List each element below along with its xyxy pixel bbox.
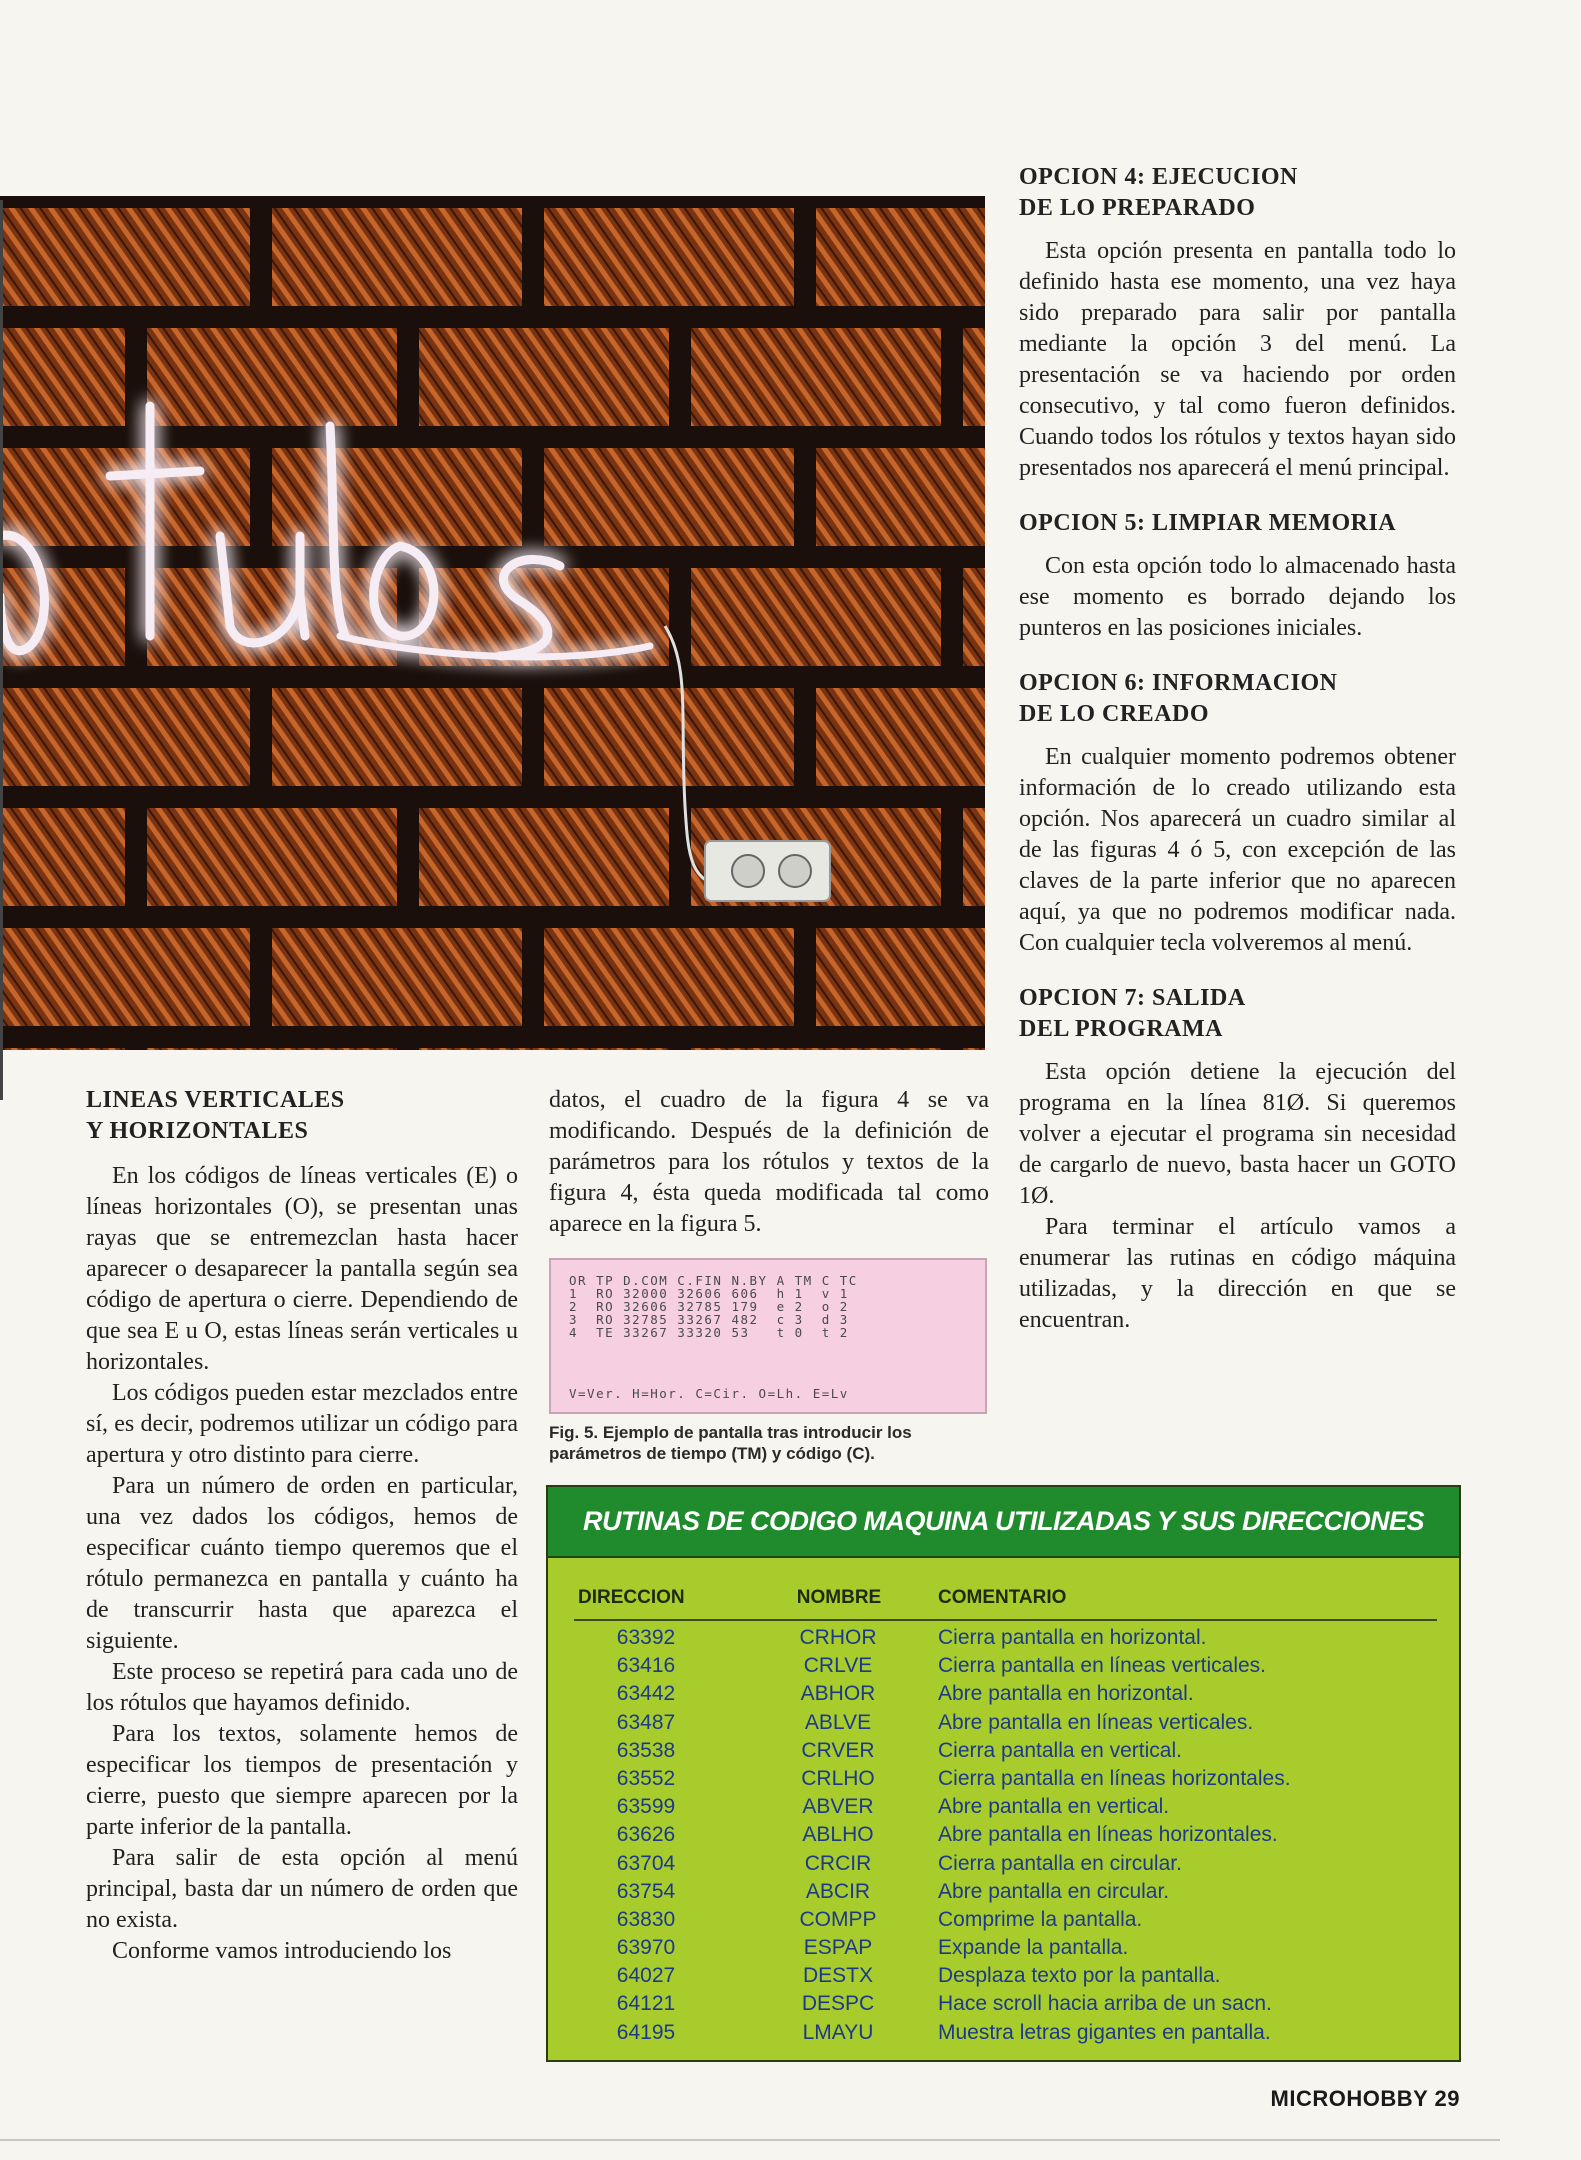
cell-comentario: Cierra pantalla en horizontal. bbox=[938, 1626, 1207, 1649]
screen-row: 3 RO 32785 33267 482 c 3 d 3 bbox=[569, 1312, 849, 1327]
brick bbox=[272, 208, 522, 306]
brick bbox=[963, 568, 985, 666]
table-row bbox=[548, 1961, 1459, 1989]
cell-direccion: 63626 bbox=[616, 1823, 676, 1847]
cell-comentario: Abre pantalla en circular. bbox=[938, 1879, 1170, 1903]
page-number: 29 bbox=[1434, 2086, 1460, 2111]
brick bbox=[272, 928, 522, 1026]
cell-comentario: Muestra letras gigantes en pantalla. bbox=[938, 2020, 1271, 2044]
middle-column bbox=[549, 1085, 989, 1240]
table-row bbox=[548, 1764, 1459, 1792]
brick bbox=[544, 928, 794, 1026]
cell-comentario: Cierra pantalla en líneas verticales. bbox=[938, 1654, 1267, 1678]
cell-comentario: Abre pantalla en horizontal. bbox=[938, 1682, 1194, 1706]
section-heading bbox=[86, 1085, 518, 1147]
paragraph: Esta opción detiene la ejecución del programa en la línea 81Ø. Si queremos volver a ejecutar el programa sin necesidad de cargarlo de nuevo, basta hacer un GOTO 1Ø. bbox=[1019, 1059, 1456, 1209]
brick bbox=[0, 448, 250, 546]
paragraph: Para salir de esta opción al menú principal, basta dar un número de orden que no exista. bbox=[86, 1845, 518, 1933]
screen-row: 4 TE 33267 33320 53 t 0 t 2 bbox=[569, 1325, 849, 1340]
magazine-name: MICROHOBBY bbox=[1270, 2086, 1428, 2111]
table-divider bbox=[574, 1619, 1437, 1621]
paragraph: Con esta opción todo lo almacenado hasta ese momento es borrado dejando los punteros en las posiciones iniciales. bbox=[1019, 553, 1456, 641]
brick bbox=[963, 808, 985, 906]
brick bbox=[963, 1048, 985, 1050]
cell-direccion: 63552 bbox=[616, 1766, 676, 1790]
paragraph: datos, el cuadro de la figura 4 se va modificando. Después de la definición de parámetros para los rótulos y textos de la figura 4, ésta queda modificada tal como aparece en la figura 5. bbox=[549, 1087, 989, 1237]
cell-nombre: CRVER bbox=[801, 1738, 875, 1762]
figure5-screen bbox=[549, 1258, 987, 1414]
brick bbox=[0, 328, 125, 426]
article-section bbox=[1019, 668, 1456, 959]
cell-direccion: 63416 bbox=[616, 1654, 676, 1678]
page-footer bbox=[1240, 2086, 1460, 2112]
paragraph: En cualquier momento podremos obtener información de lo creado utilizando esta opción. Nos aparecerá un cuadro similar al de las figuras 4 ó 5, con excepción de las claves de la parte inferior que no aparecen aquí, ya que no podremos modificar nada. Con cualquier tecla volveremos al menú. bbox=[1019, 744, 1456, 956]
brick bbox=[544, 208, 794, 306]
figure-caption: Fig. 5. Ejemplo de pantalla tras introducir los parámetros de tiempo (TM) y código (C). bbox=[549, 1423, 912, 1463]
cell-direccion: 63538 bbox=[616, 1738, 676, 1762]
cell-direccion: 63599 bbox=[616, 1795, 676, 1819]
routines-table bbox=[546, 1485, 1461, 2062]
brick bbox=[419, 808, 669, 906]
cell-direccion: 64195 bbox=[616, 2020, 676, 2044]
heading-line: OPCION 5: LIMPIAR MEMORIA bbox=[1019, 510, 1397, 536]
cell-comentario: Cierra pantalla en líneas horizontales. bbox=[938, 1766, 1291, 1790]
brick bbox=[147, 808, 397, 906]
cell-direccion: 63970 bbox=[616, 1936, 676, 1960]
brick bbox=[272, 688, 522, 786]
brick bbox=[0, 1048, 125, 1050]
cell-direccion: 63392 bbox=[616, 1626, 676, 1649]
table-row bbox=[548, 1708, 1459, 1736]
cell-nombre: ABLHO bbox=[802, 1823, 874, 1847]
brick bbox=[147, 568, 397, 666]
cell-comentario: Cierra pantalla en vertical. bbox=[938, 1738, 1182, 1762]
cell-comentario: Abre pantalla en líneas horizontales. bbox=[938, 1823, 1278, 1847]
cell-nombre: ABLVE bbox=[804, 1710, 872, 1734]
brick bbox=[963, 328, 985, 426]
table-row bbox=[548, 1849, 1459, 1877]
cell-nombre: CRCIR bbox=[804, 1851, 872, 1875]
cell-nombre: COMPP bbox=[799, 1907, 877, 1931]
brick bbox=[0, 688, 250, 786]
article-section bbox=[1019, 162, 1456, 484]
cell-nombre: ESPAP bbox=[803, 1936, 873, 1960]
heading-line: Y HORIZONTALES bbox=[86, 1118, 309, 1144]
cell-direccion: 64121 bbox=[616, 1992, 676, 2016]
brick bbox=[544, 688, 794, 786]
article-section bbox=[1019, 983, 1456, 1336]
cell-nombre: CRLVE bbox=[803, 1654, 873, 1678]
cell-nombre: DESPC bbox=[801, 1992, 875, 2016]
table-row bbox=[548, 1933, 1459, 1961]
heading-line: OPCION 4: EJECUCION bbox=[1019, 164, 1298, 190]
cell-comentario: Expande la pantalla. bbox=[938, 1936, 1129, 1960]
paragraph: Para terminar el artículo vamos a enumerar las rutinas en código máquina utilizadas, y la dirección en que se encuentran. bbox=[1019, 1214, 1456, 1333]
heading-line: DE LO CREADO bbox=[1019, 701, 1210, 727]
heading-line: OPCION 6: INFORMACION bbox=[1019, 670, 1338, 696]
paragraph: En los códigos de líneas verticales (E) o líneas horizontales (O), se presentan unas rayas que se entremezclan hasta hacer aparecer o desaparecer la pantalla según sea código de apertura o cierre. Dependiendo de que sea E u O, estas líneas serán verticales u horizontales. bbox=[86, 1163, 518, 1375]
brick bbox=[419, 328, 669, 426]
section-heading bbox=[1019, 508, 1456, 539]
table-row bbox=[548, 1820, 1459, 1848]
brick bbox=[691, 568, 941, 666]
header-comentario: COMENTARIO bbox=[938, 1587, 1067, 1608]
cell-comentario: Desplaza texto por la pantalla. bbox=[938, 1964, 1221, 1988]
brick bbox=[147, 328, 397, 426]
cell-nombre: CRLHO bbox=[801, 1766, 875, 1790]
screen-legend: V=Ver. H=Hor. C=Cir. O=Lh. E=Lv bbox=[569, 1386, 849, 1401]
brick bbox=[816, 448, 985, 546]
paragraph: Para un número de orden en particular, una vez dados los códigos, hemos de especificar cuánto tiempo queremos que el rótulo permanezca en pantalla y cuánto ha de transcurrir hasta que aparezca el siguiente. bbox=[86, 1473, 518, 1654]
cell-nombre: ABCIR bbox=[805, 1879, 871, 1903]
page-bottom-line bbox=[0, 2139, 1500, 2141]
cell-comentario: Abre pantalla en líneas verticales. bbox=[938, 1710, 1254, 1734]
heading-line: OPCION 7: SALIDA bbox=[1019, 985, 1246, 1011]
section-heading bbox=[1019, 983, 1456, 1045]
brick bbox=[544, 448, 794, 546]
heading-line: DEL PROGRAMA bbox=[1019, 1016, 1223, 1042]
brick bbox=[691, 1048, 941, 1050]
table-body bbox=[548, 1623, 1459, 2046]
article-section bbox=[1019, 508, 1456, 644]
brick bbox=[816, 688, 985, 786]
paragraph: Esta opción presenta en pantalla todo lo definido hasta ese momento, una vez haya sido preparado para salir por pantalla mediante la opción 3 del menú. La presentación se va haciendo por orden consecutivo, y tal como fueron definidos. Cuando todos los rótulos y textos hayan sido presentados nos aparecerá el menú principal. bbox=[1019, 238, 1456, 481]
cell-direccion: 63830 bbox=[616, 1907, 676, 1931]
neon-sign-photo bbox=[0, 196, 985, 1050]
paragraph: Los códigos pueden estar mezclados entre sí, es decir, podremos utilizar un código para apertura y otro distinto para cierre. bbox=[86, 1380, 518, 1468]
header-direccion: DIRECCION bbox=[578, 1587, 685, 1608]
cell-nombre: LMAYU bbox=[802, 2020, 874, 2044]
table-row bbox=[548, 1736, 1459, 1764]
cell-comentario: Comprime la pantalla. bbox=[938, 1907, 1143, 1931]
brick bbox=[691, 328, 941, 426]
cell-direccion: 63442 bbox=[616, 1682, 676, 1706]
paragraph: Para los textos, solamente hemos de especificar los tiempos de presentación y cierre, puesto que siempre aparecen por la parte inferior de la pantalla. bbox=[86, 1721, 518, 1840]
cell-comentario: Abre pantalla en vertical. bbox=[938, 1795, 1170, 1819]
table-row bbox=[548, 1877, 1459, 1905]
brick bbox=[147, 1048, 397, 1050]
screen-row: 2 RO 32606 32785 179 e 2 o 2 bbox=[569, 1299, 849, 1314]
table-header bbox=[548, 1579, 1459, 1619]
cell-nombre: DESTX bbox=[802, 1964, 873, 1988]
cell-direccion: 63487 bbox=[616, 1710, 676, 1734]
brick bbox=[816, 208, 985, 306]
table-row bbox=[548, 1905, 1459, 1933]
table-row bbox=[548, 1651, 1459, 1679]
section-heading bbox=[1019, 162, 1456, 224]
brick bbox=[0, 208, 250, 306]
screen-row: 1 RO 32000 32606 606 h 1 v 1 bbox=[569, 1286, 849, 1301]
right-column bbox=[1019, 162, 1456, 1360]
paragraph: Este proceso se repetirá para cada uno de los rótulos que hayamos definido. bbox=[86, 1659, 518, 1716]
brick bbox=[0, 928, 250, 1026]
table-row bbox=[548, 1792, 1459, 1820]
cell-nombre: CRHOR bbox=[799, 1626, 877, 1649]
heading-line: DE LO PREPARADO bbox=[1019, 195, 1256, 221]
cell-comentario: Cierra pantalla en circular. bbox=[938, 1851, 1182, 1875]
paragraph: Conforme vamos introduciendo los bbox=[112, 1938, 452, 1964]
cell-comentario: Hace scroll hacia arriba de un sacn. bbox=[938, 1992, 1272, 2016]
cell-direccion: 63754 bbox=[616, 1879, 676, 1903]
wall-outlet bbox=[705, 841, 830, 901]
cell-direccion: 64027 bbox=[616, 1964, 676, 1988]
brick bbox=[272, 448, 522, 546]
heading-line: LINEAS VERTICALES bbox=[86, 1087, 345, 1113]
table-row bbox=[548, 2018, 1459, 2046]
cell-nombre: ABVER bbox=[802, 1795, 874, 1819]
cell-direccion: 63704 bbox=[616, 1851, 676, 1875]
table-row bbox=[548, 1679, 1459, 1707]
brick bbox=[419, 1048, 669, 1050]
table-title: RUTINAS DE CODIGO MAQUINA UTILIZADAS Y SUS DIRECCIONES bbox=[548, 1487, 1459, 1558]
section-heading bbox=[1019, 668, 1456, 730]
brick bbox=[816, 928, 985, 1026]
left-column bbox=[86, 1085, 518, 1967]
brick bbox=[0, 808, 125, 906]
table-row bbox=[548, 1623, 1459, 1651]
table-row bbox=[548, 1989, 1459, 2017]
cell-nombre: ABHOR bbox=[800, 1682, 876, 1706]
screen-row: OR TP D.COM C.FIN N.BY A TM C TC bbox=[569, 1273, 858, 1288]
page-edge-bar bbox=[0, 200, 3, 1100]
header-nombre: NOMBRE bbox=[796, 1587, 882, 1608]
